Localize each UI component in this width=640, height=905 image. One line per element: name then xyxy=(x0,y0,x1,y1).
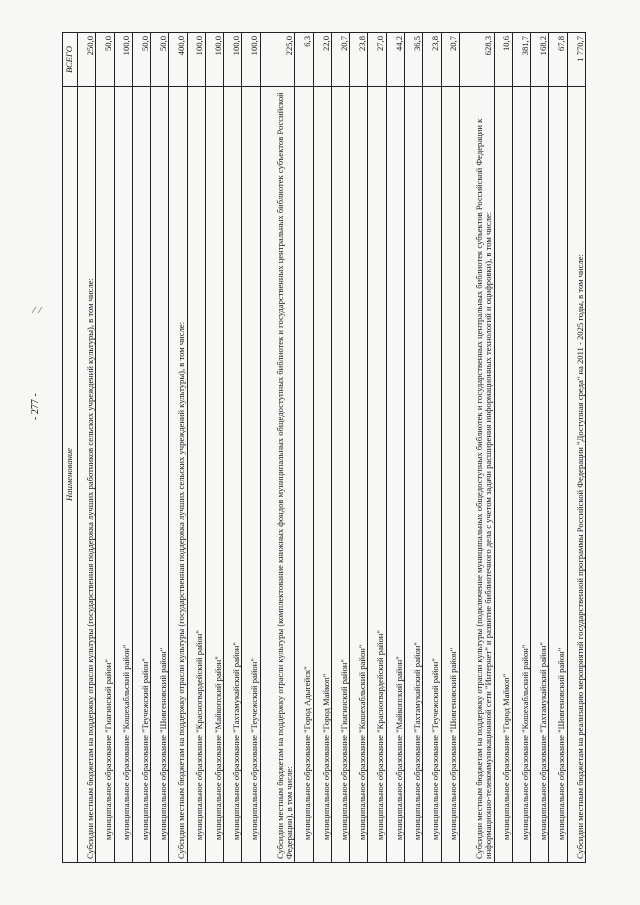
row-total-cell: 20,7 xyxy=(331,33,349,87)
row-total-cell: 20,7 xyxy=(441,33,459,87)
row-name-cell: муниципальное образование "Тахтамукайский район" xyxy=(405,87,423,863)
table-row xyxy=(386,33,404,863)
row-total-cell: 168,2 xyxy=(531,33,549,87)
table-row xyxy=(169,33,187,863)
table-row xyxy=(494,33,512,863)
row-total-cell: 381,7 xyxy=(512,33,530,87)
row-name-cell: Субсидии местным бюджетам на поддержку отрасли культуры (комплектование книжных фондов муниципальных общедоступных библиотек и государственных центральных библиотек субъектов Российской Федерации), в том числе: xyxy=(260,87,295,863)
rotated-table-container xyxy=(62,33,586,863)
page-number: - 277 - xyxy=(30,393,41,420)
table-row xyxy=(242,33,260,863)
row-name-cell: муниципальное образование "Майкопский район" xyxy=(205,87,223,863)
row-name-cell: муниципальное образование "Шовгеновский район" xyxy=(549,87,567,863)
row-total-cell: 400,0 xyxy=(169,33,187,87)
row-name-cell: муниципальное образование "Теучежский район" xyxy=(132,87,150,863)
row-name-cell: Субсидии местным бюджетам на реализацию мероприятий государственной программы Российской Федерации "Доступная среда" на 2011 - 2025 годы, в том числе: xyxy=(567,87,585,863)
row-name-cell: муниципальное образование "Майкопский район" xyxy=(386,87,404,863)
row-name-cell: Субсидии местным бюджетам на поддержку отрасли культуры (государственная поддержка лучших сельских учреждений культуры), в том числе: xyxy=(169,87,187,863)
table-body xyxy=(78,33,586,863)
table-row xyxy=(405,33,423,863)
table-row xyxy=(531,33,549,863)
row-name-cell: муниципальное образование "Гиагинский район" xyxy=(331,87,349,863)
row-total-cell: 10,6 xyxy=(494,33,512,87)
table-row xyxy=(260,33,295,863)
table-row xyxy=(368,33,386,863)
row-total-cell: 44,2 xyxy=(386,33,404,87)
row-total-cell: 100,0 xyxy=(187,33,205,87)
row-name-cell: муниципальное образование "Тахтамукайский район" xyxy=(531,87,549,863)
row-name-cell: муниципальное образование "Кошехабльский район" xyxy=(512,87,530,863)
table-row xyxy=(549,33,567,863)
row-total-cell: 6,3 xyxy=(295,33,313,87)
row-name-cell: муниципальное образование "Теучежский район" xyxy=(423,87,441,863)
row-total-cell: 67,8 xyxy=(549,33,567,87)
row-name-cell: Субсидии местным бюджетам на поддержку отрасли культуры (государственная поддержка лучших работников сельских учреждений культуры), в том числе: xyxy=(78,87,96,863)
table-row xyxy=(512,33,530,863)
table-row xyxy=(350,33,368,863)
table-row xyxy=(224,33,242,863)
row-name-cell: муниципальное образование "Шовгеновский район" xyxy=(441,87,459,863)
row-total-cell: 100,0 xyxy=(242,33,260,87)
row-name-cell: муниципальное образование "Гиагинский район" xyxy=(96,87,114,863)
row-name-cell: муниципальное образование "Город Майкоп" xyxy=(313,87,331,863)
row-total-cell: 27,0 xyxy=(368,33,386,87)
column-header-total: ВСЕГО xyxy=(63,33,78,87)
scan-mark-icon xyxy=(30,305,44,315)
row-total-cell: 100,0 xyxy=(205,33,223,87)
table-row xyxy=(331,33,349,863)
row-total-cell: 50,0 xyxy=(132,33,150,87)
row-name-cell: муниципальное образование "Тахтамукайский район" xyxy=(224,87,242,863)
table-row xyxy=(132,33,150,863)
row-name-cell: муниципальное образование "Красногвардейский район" xyxy=(187,87,205,863)
row-name-cell: муниципальное образование "Кошехабльский район" xyxy=(114,87,132,863)
row-name-cell: муниципальное образование "Теучежский район" xyxy=(242,87,260,863)
budget-table xyxy=(62,32,586,863)
row-name-cell: Субсидии местным бюджетам на поддержку отрасли культуры (подключение муниципальных общедоступных библиотек и государственных центральных библиотек субъектов Российской Федерации к информационно-телекоммуникационной сети "Интернет" и развитие библиотечного дела с учетом задачи расширения информационных технологий и оцифровки), в том числе: xyxy=(459,87,494,863)
row-total-cell: 36,5 xyxy=(405,33,423,87)
row-total-cell: 100,0 xyxy=(114,33,132,87)
table-row xyxy=(151,33,169,863)
table-row xyxy=(441,33,459,863)
row-total-cell: 628,3 xyxy=(459,33,494,87)
table-row xyxy=(459,33,494,863)
table-row xyxy=(205,33,223,863)
table-row xyxy=(567,33,585,863)
table-header-row xyxy=(63,33,78,863)
table-row xyxy=(313,33,331,863)
table-row xyxy=(114,33,132,863)
table-row xyxy=(423,33,441,863)
column-header-name: Наименование xyxy=(63,87,78,863)
row-total-cell: 50,0 xyxy=(96,33,114,87)
row-total-cell: 22,0 xyxy=(313,33,331,87)
row-total-cell: 250,0 xyxy=(78,33,96,87)
table-row xyxy=(78,33,96,863)
row-total-cell: 100,0 xyxy=(224,33,242,87)
row-name-cell: муниципальное образование "Красногвардейский район" xyxy=(368,87,386,863)
table-row xyxy=(187,33,205,863)
row-name-cell: муниципальное образование "Шовгеновский район" xyxy=(151,87,169,863)
row-total-cell: 1 770,7 xyxy=(567,33,585,87)
row-total-cell: 23,8 xyxy=(350,33,368,87)
row-name-cell: муниципальное образование "Город Майкоп" xyxy=(494,87,512,863)
row-total-cell: 50,0 xyxy=(151,33,169,87)
table-row xyxy=(295,33,313,863)
row-name-cell: муниципальное образование "Кошехабльский район" xyxy=(350,87,368,863)
table-row xyxy=(96,33,114,863)
row-total-cell: 23,8 xyxy=(423,33,441,87)
row-total-cell: 225,0 xyxy=(260,33,295,87)
row-name-cell: муниципальное образование "Город Адыгейск" xyxy=(295,87,313,863)
